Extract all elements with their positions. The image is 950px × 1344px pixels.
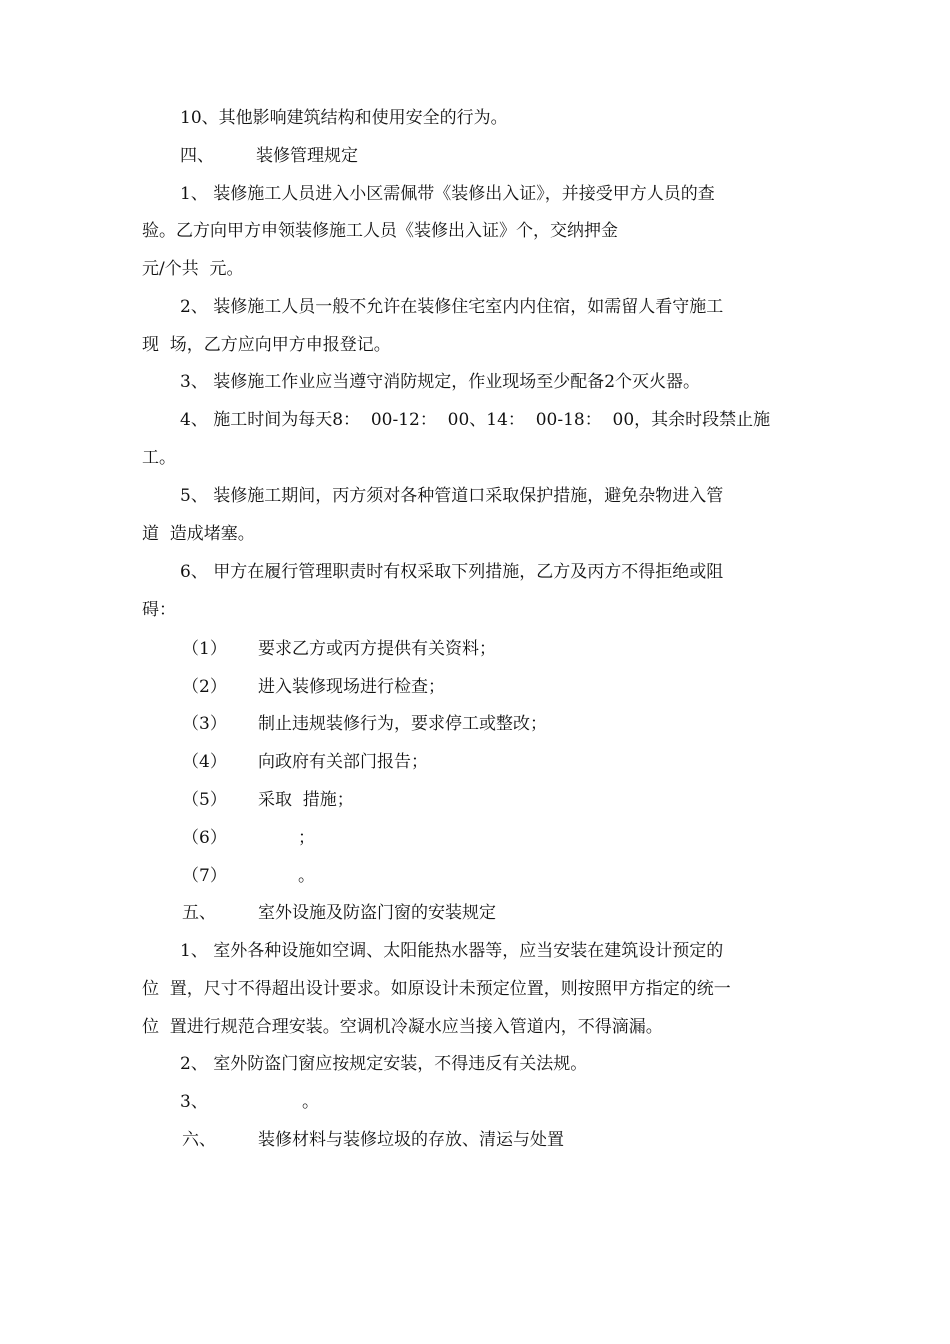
list-item-number: （7）: [182, 866, 227, 886]
paragraph-line: 2、 室外防盗门窗应按规定安装，不得违反有关法规。: [180, 1054, 588, 1074]
paragraph-line: 碍：: [142, 600, 176, 620]
paragraph-line: 道 造成堵塞。: [142, 524, 255, 544]
section-title: 装修材料与装修垃圾的存放、清运与处置: [258, 1130, 564, 1150]
paragraph-item-3: [180, 1090, 319, 1114]
paragraph-line: 工。: [142, 448, 176, 468]
list-item: [182, 712, 547, 736]
paragraph-line: 6、 甲方在履行管理职责时有权采取下列措施，乙方及丙方不得拒绝或阻: [180, 562, 724, 582]
paragraph-line: 验。乙方向甲方申领装修施工人员《装修出入证》个，交纳押金: [142, 221, 618, 241]
list-item: [182, 864, 315, 888]
list-item: [182, 675, 445, 699]
paragraph-line: 1、 装修施工人员进入小区需佩带《装修出入证》，并接受甲方人员的查: [180, 184, 715, 204]
list-item-text: 采取 措施；: [258, 790, 354, 810]
paragraph-line: 位 置，尺寸不得超出设计要求。如原设计未预定位置，则按照甲方指定的统一: [142, 979, 731, 999]
paragraph-line: 2、 装修施工人员一般不允许在装修住宅室内内住宿，如需留人看守施工: [180, 297, 724, 317]
list-item-number: （4）: [182, 752, 227, 772]
section-number: 五、: [182, 903, 216, 923]
section-number: 六、: [182, 1130, 216, 1150]
section-number: 四、: [180, 146, 214, 166]
section-heading-4: [180, 144, 358, 168]
section-title: 室外设施及防盗门窗的安装规定: [258, 903, 496, 923]
paragraph-line: 现 场，乙方应向甲方申报登记。: [142, 335, 391, 355]
list-item-text: 向政府有关部门报告；: [258, 752, 428, 772]
list-item-text: ；: [298, 828, 315, 848]
paragraph-line: 位 置进行规范合理安装。空调机冷凝水应当接入管道内，不得滴漏。: [142, 1017, 663, 1037]
list-item-text: 进入装修现场进行检查；: [258, 677, 445, 697]
list-item-text: 制止违规装修行为，要求停工或整改；: [258, 714, 547, 734]
list-item: [182, 750, 428, 774]
section-heading-5: [182, 901, 496, 925]
section-heading-6: [182, 1128, 564, 1152]
paragraph-line: 5、 装修施工期间，丙方须对各种管道口采取保护措施，避免杂物进入管: [180, 486, 724, 506]
paragraph-item-10: 10、其他影响建筑结构和使用安全的行为。: [180, 108, 508, 128]
list-item: [182, 826, 315, 850]
paragraph-line: 1、 室外各种设施如空调、太阳能热水器等，应当安装在建筑设计预定的: [180, 941, 724, 961]
list-item-text: 要求乙方或丙方提供有关资料；: [258, 639, 496, 659]
list-item: [182, 637, 496, 661]
list-item-number: （5）: [182, 790, 227, 810]
item-number: 3、: [180, 1092, 208, 1112]
list-item-number: （1）: [182, 639, 227, 659]
list-item-number: （3）: [182, 714, 227, 734]
paragraph-line: 4、 施工时间为每天8： 00-12： 00、14： 00-18： 00，其余时段禁止施: [180, 410, 771, 430]
paragraph-line: 元/个共 元。: [142, 259, 244, 279]
section-title: 装修管理规定: [256, 146, 358, 166]
list-item: [182, 788, 354, 812]
paragraph-line: 3、 装修施工作业应当遵守消防规定，作业现场至少配备2个灭火器。: [180, 372, 701, 392]
item-text: 。: [302, 1092, 319, 1112]
list-item-number: （2）: [182, 677, 227, 697]
list-item-number: （6）: [182, 828, 227, 848]
list-item-text: 。: [298, 866, 315, 886]
